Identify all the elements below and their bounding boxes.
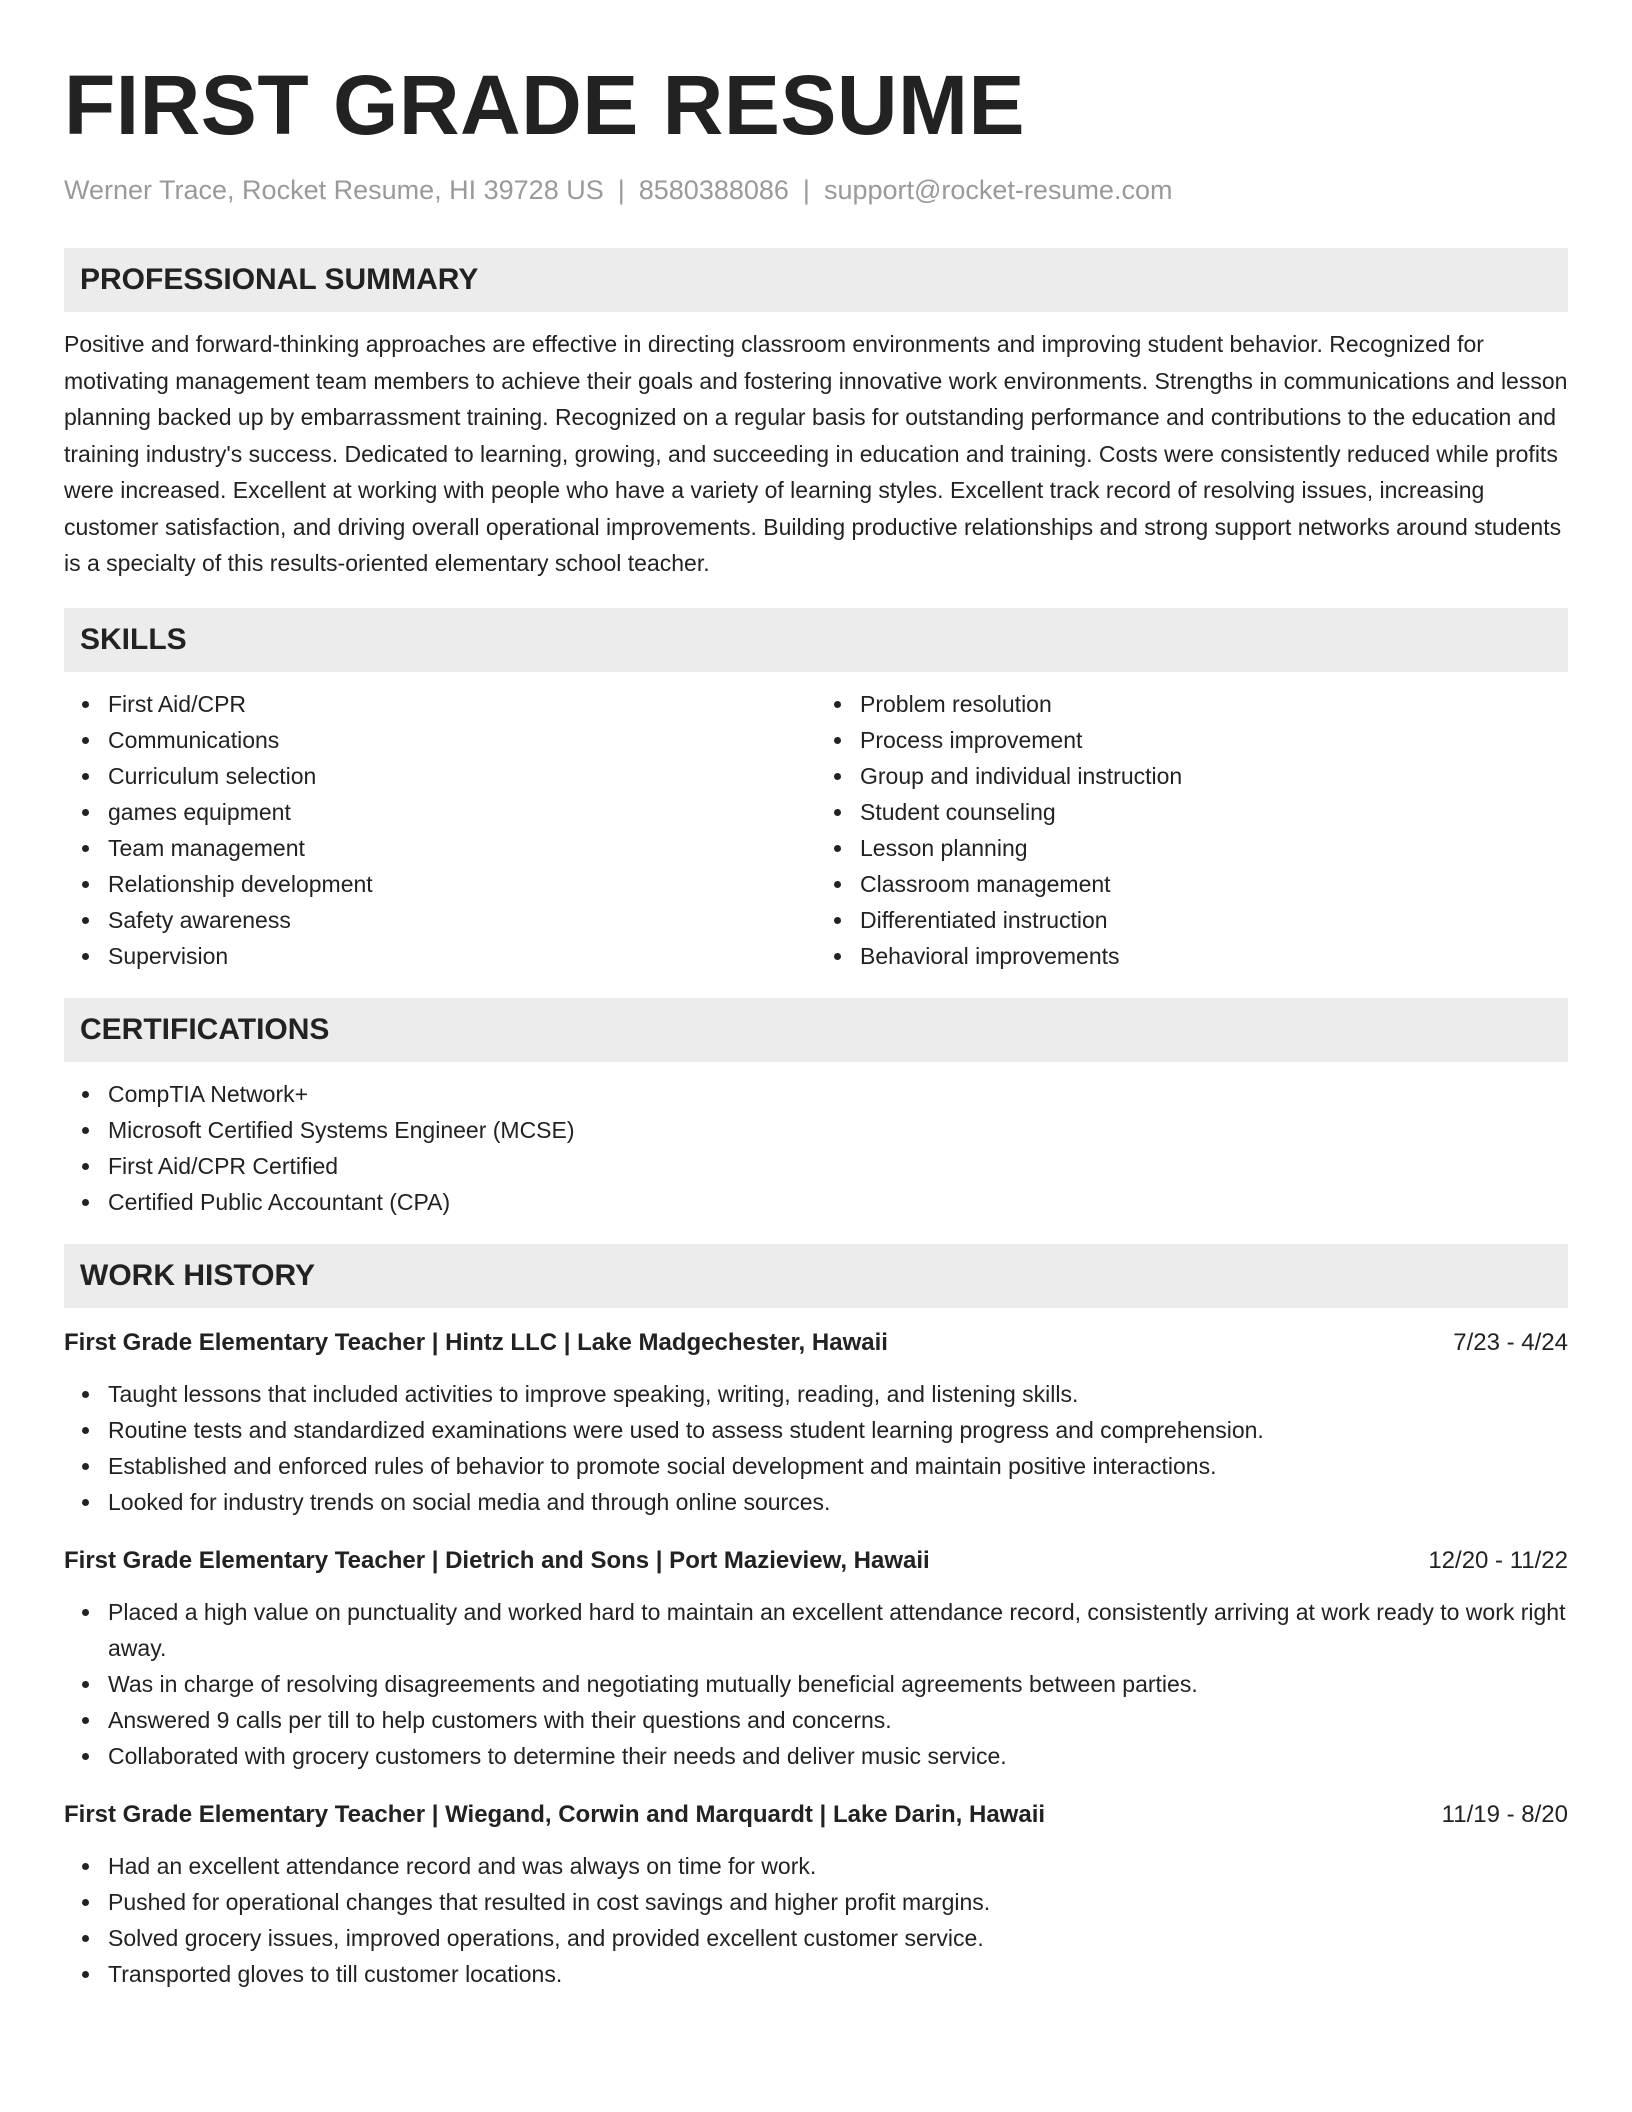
skill-item: Communications bbox=[108, 722, 816, 758]
job-dates: 12/20 - 11/22 bbox=[1428, 1546, 1568, 1574]
job-bullets bbox=[64, 1376, 1568, 1520]
skill-item: First Aid/CPR bbox=[108, 686, 816, 722]
certification-item: Certified Public Accountant (CPA) bbox=[108, 1184, 1568, 1220]
skill-item: Safety awareness bbox=[108, 902, 816, 938]
job-bullet: Established and enforced rules of behavior to promote social development and maintain positive interactions. bbox=[108, 1448, 1568, 1484]
job-bullet: Solved grocery issues, improved operations, and provided excellent customer service. bbox=[108, 1920, 1568, 1956]
skill-item: Group and individual instruction bbox=[860, 758, 1568, 794]
contact-phone: 8580388086 bbox=[638, 175, 789, 205]
job-entry bbox=[64, 1544, 1568, 1774]
job-dates: 11/19 - 8/20 bbox=[1441, 1800, 1568, 1828]
contact-email[interactable]: support@rocket-resume.com bbox=[823, 175, 1173, 205]
summary-text: Positive and forward-thinking approaches are effective in directing classroom environments and improving student behavior. Recognized for motivating management team members to achieve their goals and fostering innovative work environments. Strengths in communications and lesson planning backed up by embarrassment training. Recognized on a regular basis for outstanding performance and contributions to the education and training industry's success. Dedicated to learning, growing, and succeeding in education and training. Costs were consistently reduced while profits were increased. Excellent at working with people who have a variety of learning styles. Excellent track record of resolving issues, increasing customer satisfaction, and driving overall operational improvements. Building productive relationships and strong support networks around students is a specialty of this results-oriented elementary school teacher. bbox=[64, 331, 1568, 576]
skills-list bbox=[64, 672, 1568, 974]
job-dates: 7/23 - 4/24 bbox=[1453, 1328, 1568, 1356]
resume-page bbox=[64, 0, 1568, 1992]
skill-item: Supervision bbox=[108, 938, 816, 974]
job-bullet: Had an excellent attendance record and was always on time for work. bbox=[108, 1848, 1568, 1884]
job-bullet: Looked for industry trends on social media and through online sources. bbox=[108, 1484, 1568, 1520]
skills-column-right bbox=[816, 686, 1568, 974]
summary-heading: PROFESSIONAL SUMMARY bbox=[64, 248, 1568, 312]
job-bullet: Routine tests and standardized examinations were used to assess student learning progress and comprehension. bbox=[108, 1412, 1568, 1448]
skill-item: Problem resolution bbox=[860, 686, 1568, 722]
job-header bbox=[64, 1544, 1568, 1578]
job-bullet: Answered 9 calls per till to help customers with their questions and concerns. bbox=[108, 1702, 1568, 1738]
skill-item: games equipment bbox=[108, 794, 816, 830]
certifications-list bbox=[64, 1076, 1568, 1220]
skill-item: Differentiated instruction bbox=[860, 902, 1568, 938]
certification-item: CompTIA Network+ bbox=[108, 1076, 1568, 1112]
job-bullet: Placed a high value on punctuality and worked hard to maintain an excellent attendance record, consistently arriving at work ready to work right away. bbox=[108, 1594, 1568, 1666]
skill-item: Curriculum selection bbox=[108, 758, 816, 794]
skill-item: Classroom management bbox=[860, 866, 1568, 902]
job-bullet: Pushed for operational changes that resulted in cost savings and higher profit margins. bbox=[108, 1884, 1568, 1920]
certification-item: Microsoft Certified Systems Engineer (MCSE) bbox=[108, 1112, 1568, 1148]
skills-column-left bbox=[64, 686, 816, 974]
job-bullets bbox=[64, 1848, 1568, 1992]
certification-item: First Aid/CPR Certified bbox=[108, 1148, 1568, 1184]
skill-item: Team management bbox=[108, 830, 816, 866]
job-bullet: Was in charge of resolving disagreements and negotiating mutually beneficial agreements between parties. bbox=[108, 1666, 1568, 1702]
job-bullet: Transported gloves to till customer locations. bbox=[108, 1956, 1568, 1992]
skill-item: Behavioral improvements bbox=[860, 938, 1568, 974]
job-bullet: Collaborated with grocery customers to determine their needs and deliver music service. bbox=[108, 1738, 1568, 1774]
skill-item: Process improvement bbox=[860, 722, 1568, 758]
job-header bbox=[64, 1326, 1568, 1360]
work-history-heading: WORK HISTORY bbox=[64, 1244, 1568, 1308]
resume-title: FIRST GRADE RESUME bbox=[64, 58, 1026, 152]
job-entry bbox=[64, 1326, 1568, 1520]
job-title: First Grade Elementary Teacher | Wiegand, Corwin and Marquardt | Lake Darin, Hawaii bbox=[64, 1800, 1046, 1828]
contact-address: Werner Trace, Rocket Resume, HI 39728 US bbox=[64, 175, 604, 205]
job-bullets bbox=[64, 1594, 1568, 1774]
skills-heading: SKILLS bbox=[64, 608, 1568, 672]
contact-line bbox=[64, 172, 1568, 208]
certifications-heading: CERTIFICATIONS bbox=[64, 998, 1568, 1062]
job-header bbox=[64, 1798, 1568, 1832]
job-title: First Grade Elementary Teacher | Dietrich and Sons | Port Mazieview, Hawaii bbox=[64, 1546, 930, 1574]
job-bullet: Taught lessons that included activities to improve speaking, writing, reading, and listening skills. bbox=[108, 1376, 1568, 1412]
job-entry bbox=[64, 1798, 1568, 1992]
contact-separator: | bbox=[617, 175, 625, 205]
skill-item: Student counseling bbox=[860, 794, 1568, 830]
contact-separator: | bbox=[802, 175, 810, 205]
job-title: First Grade Elementary Teacher | Hintz LLC | Lake Madgechester, Hawaii bbox=[64, 1328, 888, 1356]
skill-item: Lesson planning bbox=[860, 830, 1568, 866]
skill-item: Relationship development bbox=[108, 866, 816, 902]
